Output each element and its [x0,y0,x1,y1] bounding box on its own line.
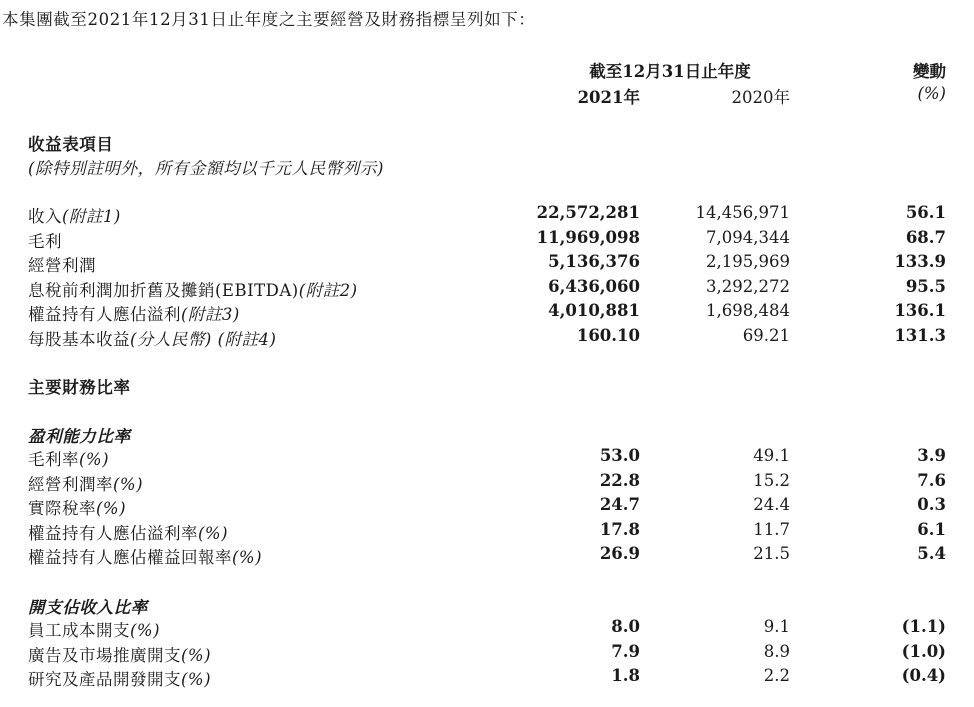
row-label [28,642,211,666]
value-2020: 49.1 [753,446,790,465]
change-value: 0.3 [917,495,946,514]
value-2021: 5,136,376 [548,252,640,271]
row-label [28,203,121,227]
row-label [28,544,262,568]
value-2021: 160.10 [576,325,640,345]
table-row [0,471,974,493]
table-row [0,203,974,225]
row-label-text: 毛利 [28,231,62,251]
row-label-note: (%) [113,474,144,494]
expense-section-title: 開支佔收入比率 [28,598,148,617]
value-2021: 22,572,281 [536,203,640,222]
table-row [0,252,974,274]
table-row [0,301,974,323]
row-label-text: 毛利率 [28,450,79,469]
table-row [0,544,974,566]
value-2020: 2,195,969 [706,252,790,271]
ratios-section-title: 主要財務比率 [28,378,131,397]
change-value: (1.1) [901,617,946,636]
change-value: 133.9 [894,252,946,271]
row-label-text: 研究及產品開發開支 [28,670,181,689]
value-2021: 26.9 [599,544,640,563]
table-row [0,617,974,639]
table-row [0,520,974,542]
change-value: 7.6 [917,470,946,490]
change-value: (1.0) [901,641,946,661]
row-label-note: (分人民幣) (附註4) [130,329,277,349]
change-value: 3.9 [917,446,946,465]
row-label [28,228,62,252]
year-2020-header: 2020年 [731,88,790,107]
row-label [28,520,228,544]
value-2021: 22.8 [599,470,640,490]
value-2020: 7,094,344 [706,227,790,247]
row-label-text: 每股基本收益 [28,329,130,349]
change-unit-header: (%) [917,84,946,103]
row-label-text: 權益持有人應佔溢利率 [28,523,198,543]
change-header: 變動 [913,62,946,81]
row-label-note: (%) [232,548,263,567]
change-value: (0.4) [901,666,946,685]
income-section-title: 收益表項目 [28,135,114,154]
row-label [28,326,277,350]
change-value: 136.1 [894,301,946,320]
change-value: 95.5 [905,276,946,296]
change-value: 131.3 [894,325,946,345]
value-2021: 1.8 [611,666,640,685]
value-2020: 11.7 [753,519,790,539]
row-label-note: (%) [181,645,212,665]
row-label-note: (附註2) [298,280,358,300]
value-2020: 9.1 [763,617,790,636]
row-label-note: (%) [198,523,229,543]
row-label-text: 權益持有人應佔權益回報率 [28,548,232,567]
row-label-text: 實際稅率 [28,499,96,518]
row-label-text: 經營利潤率 [28,474,113,494]
value-2020: 69.21 [742,325,790,345]
change-value: 6.1 [917,519,946,539]
row-label-text: 權益持有人應佔溢利 [28,305,181,324]
value-2020: 15.2 [753,470,790,490]
value-2021: 53.0 [599,446,640,465]
row-label-note: (%) [130,621,161,640]
row-label [28,252,96,276]
value-2020: 3,292,272 [706,276,790,296]
value-2020: 21.5 [753,544,790,563]
row-label [28,666,211,690]
change-value: 56.1 [905,203,946,222]
row-label-note: (%) [79,450,110,469]
year-2021-header: 2021年 [577,88,640,107]
value-2020: 2.2 [763,666,790,685]
value-2020: 8.9 [763,641,790,661]
row-label-text: 經營利潤 [28,256,96,275]
row-label [28,277,358,301]
table-row [0,642,974,664]
row-label [28,301,240,325]
value-2021: 6,436,060 [548,276,640,296]
table-row [0,326,974,348]
value-2020: 1,698,484 [706,301,790,320]
value-2021: 24.7 [599,495,640,514]
value-2021: 8.0 [611,617,640,636]
row-label-text: 息稅前利潤加折舊及攤銷(EBITDA) [28,280,299,300]
income-section-note: (除特別註明外，所有金額均以千元人民幣列示) [28,159,385,178]
row-label [28,617,160,641]
row-label [28,495,126,519]
table-row [0,228,974,250]
intro-text: 本集團截至2021年12月31日止年度之主要經營及財務指標呈列如下： [2,10,536,29]
row-label [28,471,143,495]
row-label-note: (附註3) [181,305,240,324]
profitability-section-title: 盈利能力比率 [28,427,131,446]
value-2021: 11,969,098 [536,227,640,247]
table-row [0,666,974,688]
change-value: 68.7 [905,227,946,247]
row-label-text: 廣告及市場推廣開支 [28,645,181,665]
period-header: 截至12月31日止年度 [589,62,751,81]
value-2021: 17.8 [599,519,640,539]
row-label-text: 員工成本開支 [28,621,130,640]
table-row [0,495,974,517]
value-2020: 24.4 [753,495,790,514]
row-label [28,446,109,470]
table-row [0,446,974,468]
row-label-note: (附註1) [62,207,121,226]
row-label-note: (%) [181,670,212,689]
row-label-text: 收入 [28,207,62,226]
row-label-note: (%) [96,499,127,518]
value-2021: 7.9 [611,641,640,661]
change-value: 5.4 [917,544,946,563]
value-2021: 4,010,881 [548,301,640,320]
table-row [0,277,974,299]
value-2020: 14,456,971 [695,203,790,222]
